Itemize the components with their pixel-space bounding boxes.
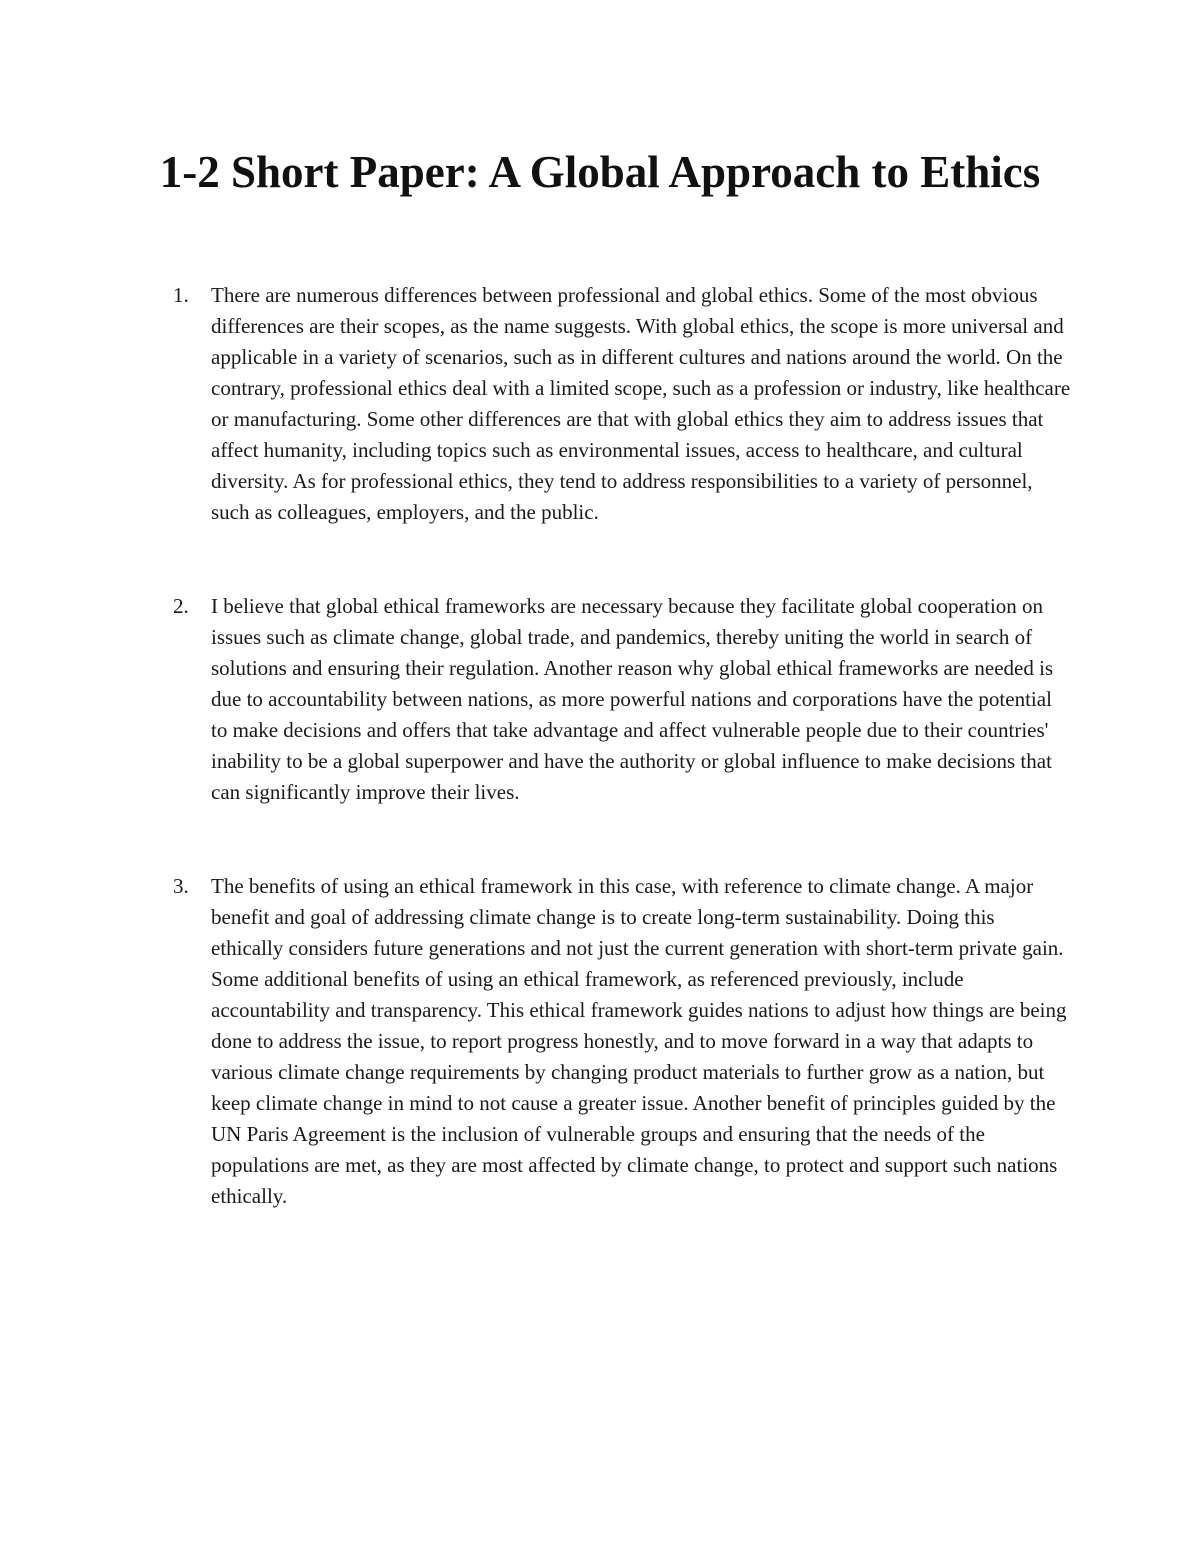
list-item-text: There are numerous differences between professional and global ethics. Some of the most obvious differences are their scopes, as the name suggests. With global ethics, the scope is more universal and applicable in a variety of scenarios, such as in different cultures and nations around the world. On the contrary, professional ethics deal with a limited scope, such as a profession or industry, like healthcare or manufacturing. Some other differences are that with global ethics they aim to address issues that affect humanity, including topics such as environmental issues, access to healthcare, and cultural diversity. As for professional ethics, they tend to address responsibilities to a variety of personnel, such as colleagues, employers, and the public. [211, 283, 1071, 524]
list-item-number: 1. [173, 283, 189, 307]
list-item [0, 591, 1200, 808]
list-item-text: The benefits of using an ethical framework in this case, with reference to climate change. A major benefit and goal of addressing climate change is to create long-term sustainability. Doing this ethically considers future generations and not just the current generation with short-term private gain. Some additional benefits of using an ethical framework, as referenced previously, include accountability and transparency. This ethical framework guides nations to adjust how things are being done to address the issue, to report progress honestly, and to move forward in a way that adapts to various climate change requirements by changing product materials to further grow as a nation, but keep climate change in mind to not cause a greater issue. Another benefit of principles guided by the UN Paris Agreement is the inclusion of vulnerable groups and ensuring that the needs of the populations are met, as they are most affected by climate change, to protect and support such nations ethically. [211, 874, 1067, 1208]
list-item-number: 3. [173, 874, 189, 898]
page-title: 1-2 Short Paper: A Global Approach to Ethics [159, 147, 1041, 197]
list-item [0, 280, 1200, 528]
list-item [0, 871, 1200, 1212]
numbered-list [0, 280, 1200, 1275]
list-item-number: 2. [173, 594, 189, 618]
list-item-text: I believe that global ethical frameworks are necessary because they facilitate global cooperation on issues such as climate change, global trade, and pandemics, thereby uniting the world in search of solutions and ensuring their regulation. Another reason why global ethical frameworks are needed is due to accountability between nations, as more powerful nations and corporations have the potential to make decisions and offers that take advantage and affect vulnerable people due to their countries' inability to be a global superpower and have the authority or global influence to make decisions that can significantly improve their lives. [211, 594, 1054, 804]
